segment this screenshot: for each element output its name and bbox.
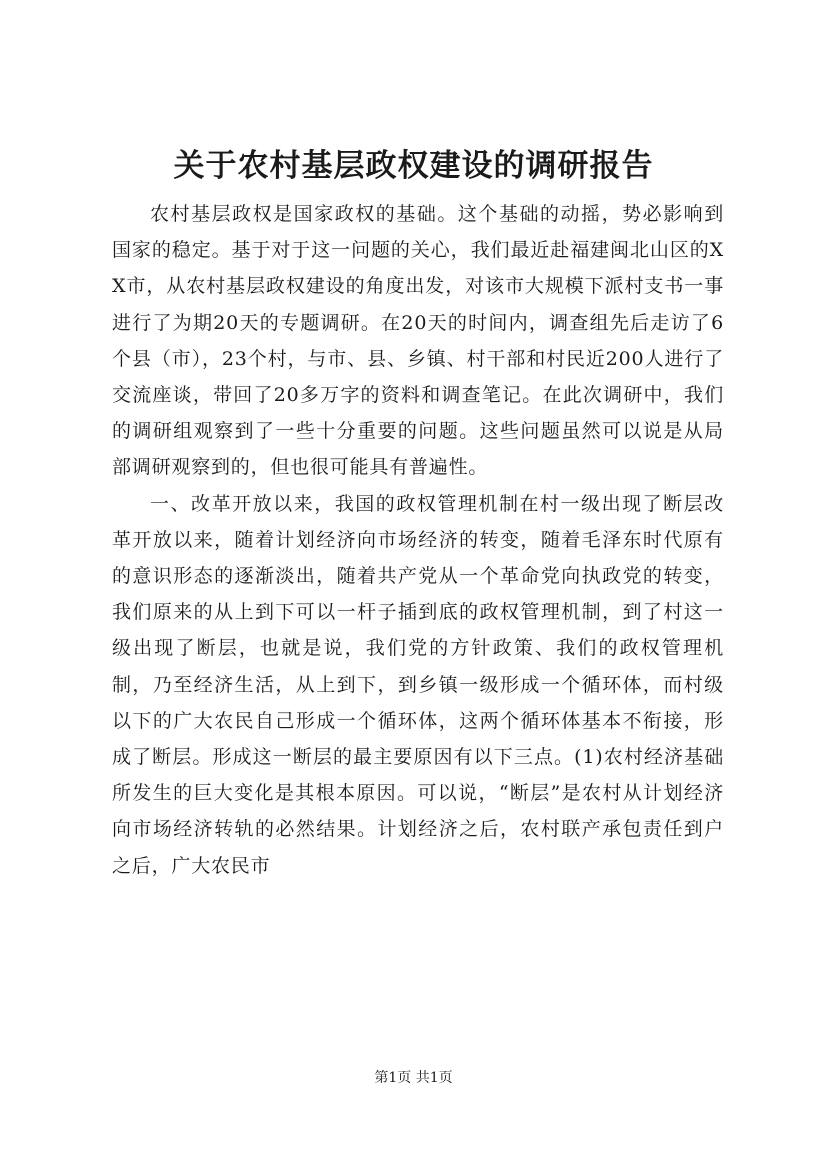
document-title: 关于农村基层政权建设的调研报告 (173, 148, 654, 184)
paragraph-intro: 农村基层政权是国家政权的基础。这个基础的动摇，势必影响到国家的稳定。基于对于这一问题的关心，我们最近赴福建闽北山区的XX市，从农村基层政权建设的角度出发，对该市大规模下派村支书一事进行了为期20天的专题调研。在20天的时间内，调查组先后走访了6个县（市），23个村，与市、县、乡镇、村干部和村民近200人进行了交流座谈，带回了20多万字的资料和调查笔记。在此次调研中，我们的调研组观察到了一些十分重要的问题。这些问题虽然可以说是从局部调研观察到的，但也很可能具有普遍性。 (112, 203, 724, 479)
page-number-footer: 第1页 共1页 (374, 1070, 453, 1086)
document-body (112, 196, 724, 884)
paragraph-section-one: 一、改革开放以来，我国的政权管理机制在村一级出现了断层改革开放以来，随着计划经济向市场经济的转变，随着毛泽东时代原有的意识形态的逐渐淡出，随着共产党从一个革命党向执政党的转变，我们原来的从上到下可以一杆子插到底的政权管理机制，到了村这一级出现了断层，也就是说，我们党的方针政策、我们的政权管理机制，乃至经济生活，从上到下，到乡镇一级形成一个循环体，而村级以下的广大农民自己形成一个循环体，这两个循环体基本不衔接，形成了断层。形成这一断层的最主要原因有以下三点。(1)农村经济基础所发生的巨大变化是其根本原因。可以说，“断层”是农村从计划经济向市场经济转轨的必然结果。计划经济之后，农村联产承包责任到户之后，广大农民市 (112, 492, 724, 877)
